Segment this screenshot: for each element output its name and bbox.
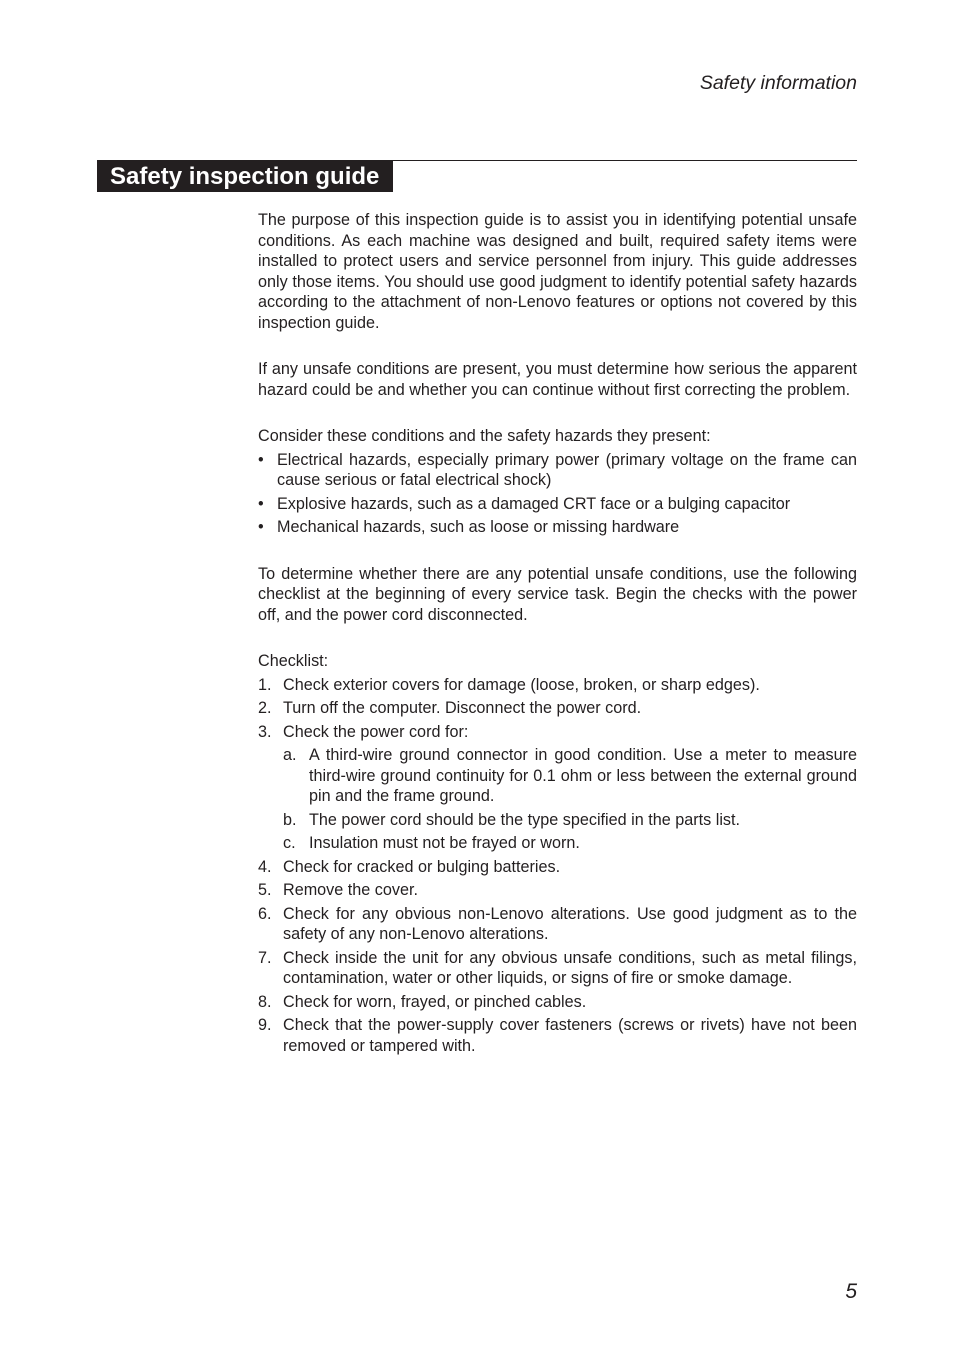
list-item — [258, 450, 857, 491]
sub-item — [283, 745, 857, 807]
checklist-item — [258, 857, 857, 878]
intro-paragraph: The purpose of this inspection guide is to assist you in identifying potential unsafe conditions. As each machine was designed and built, required safety items were installed to protect users and service personnel from injury. This guide addresses only those items. You should use good judgment to identify potential safety hazards according to the attachment of non-Lenovo features or options not covered by this inspection guide. — [258, 211, 857, 332]
item-number: 4. — [258, 857, 272, 876]
checklist-item — [258, 904, 857, 945]
item-text: Check for worn, frayed, or pinched cables. — [283, 992, 587, 1011]
checklist-item — [258, 992, 857, 1013]
page-number: 5 — [845, 1280, 857, 1303]
sub-item-text: A third-wire ground connector in good condition. Use a meter to measure third-wire ground continuity for 0.1 ohm or less between the external ground pin and the frame ground. — [309, 746, 857, 805]
checklist-item — [258, 880, 857, 901]
hazards-intro-paragraph: Consider these conditions and the safety hazards they present: — [258, 427, 711, 445]
item-text: Check for any obvious non-Lenovo alterations. Use good judgment as to the safety of any non-Lenovo alterations. — [283, 904, 857, 943]
sub-item-letter: b. — [283, 810, 297, 829]
item-number: 9. — [258, 1016, 272, 1034]
checklist-item — [258, 948, 857, 989]
sub-item — [283, 810, 857, 831]
unsafe-conditions-paragraph: If any unsafe conditions are present, you must determine how serious the apparent hazard could be and whether you can continue without first correcting the problem. — [258, 360, 857, 399]
item-number: 8. — [258, 992, 272, 1011]
checklist-item — [258, 698, 857, 719]
hazards-list — [258, 450, 857, 538]
list-item-text: Electrical hazards, especially primary power (primary voltage on the frame can cause serious or fatal electrical shock) — [277, 450, 857, 489]
sub-item-text: Insulation must not be frayed or worn. — [309, 834, 580, 852]
checklist-item — [258, 675, 857, 696]
item-text: Remove the cover. — [283, 881, 418, 899]
body-content — [258, 210, 857, 1059]
checklist-item — [258, 722, 857, 854]
list-item — [258, 517, 857, 538]
running-head: Safety information — [699, 72, 857, 94]
item-number: 3. — [258, 722, 272, 741]
section-title: Safety inspection guide — [97, 160, 393, 192]
sub-item — [283, 833, 857, 854]
bullet-icon: • — [258, 494, 264, 513]
list-item — [258, 494, 857, 515]
item-number: 1. — [258, 675, 272, 694]
item-number: 5. — [258, 881, 272, 899]
item-number: 7. — [258, 948, 272, 967]
sub-item-text: The power cord should be the type specified in the parts list. — [309, 810, 741, 829]
sub-item-letter: c. — [283, 834, 296, 852]
item-number: 6. — [258, 904, 272, 923]
power-cord-sublist — [283, 745, 857, 854]
item-text: Check the power cord for: — [283, 722, 469, 741]
item-text: Check inside the unit for any obvious unsafe conditions, such as metal filings, contamination, water or other liquids, or signs of fire or smoke damage. — [283, 948, 857, 987]
list-item-text: Explosive hazards, such as a damaged CRT face or a bulging capacitor — [277, 494, 791, 513]
bullet-icon: • — [258, 518, 264, 536]
checklist-label: Checklist: — [258, 652, 329, 670]
item-text: Check that the power-supply cover fasteners (screws or rivets) have not been removed or tampered with. — [283, 1016, 857, 1055]
checklist-intro-paragraph: To determine whether there are any potential unsafe conditions, use the following checklist at the beginning of every service task. Begin the checks with the power off, and the power cord disconnected. — [258, 564, 857, 624]
sub-item-letter: a. — [283, 746, 297, 764]
item-text: Check exterior covers for damage (loose, broken, or sharp edges). — [283, 675, 760, 694]
item-number: 2. — [258, 699, 272, 717]
item-text: Turn off the computer. Disconnect the power cord. — [283, 699, 642, 717]
list-item-text: Mechanical hazards, such as loose or missing hardware — [277, 518, 680, 536]
checklist — [258, 675, 857, 1057]
item-text: Check for cracked or bulging batteries. — [283, 857, 561, 876]
checklist-item — [258, 1015, 857, 1056]
bullet-icon: • — [258, 450, 264, 469]
